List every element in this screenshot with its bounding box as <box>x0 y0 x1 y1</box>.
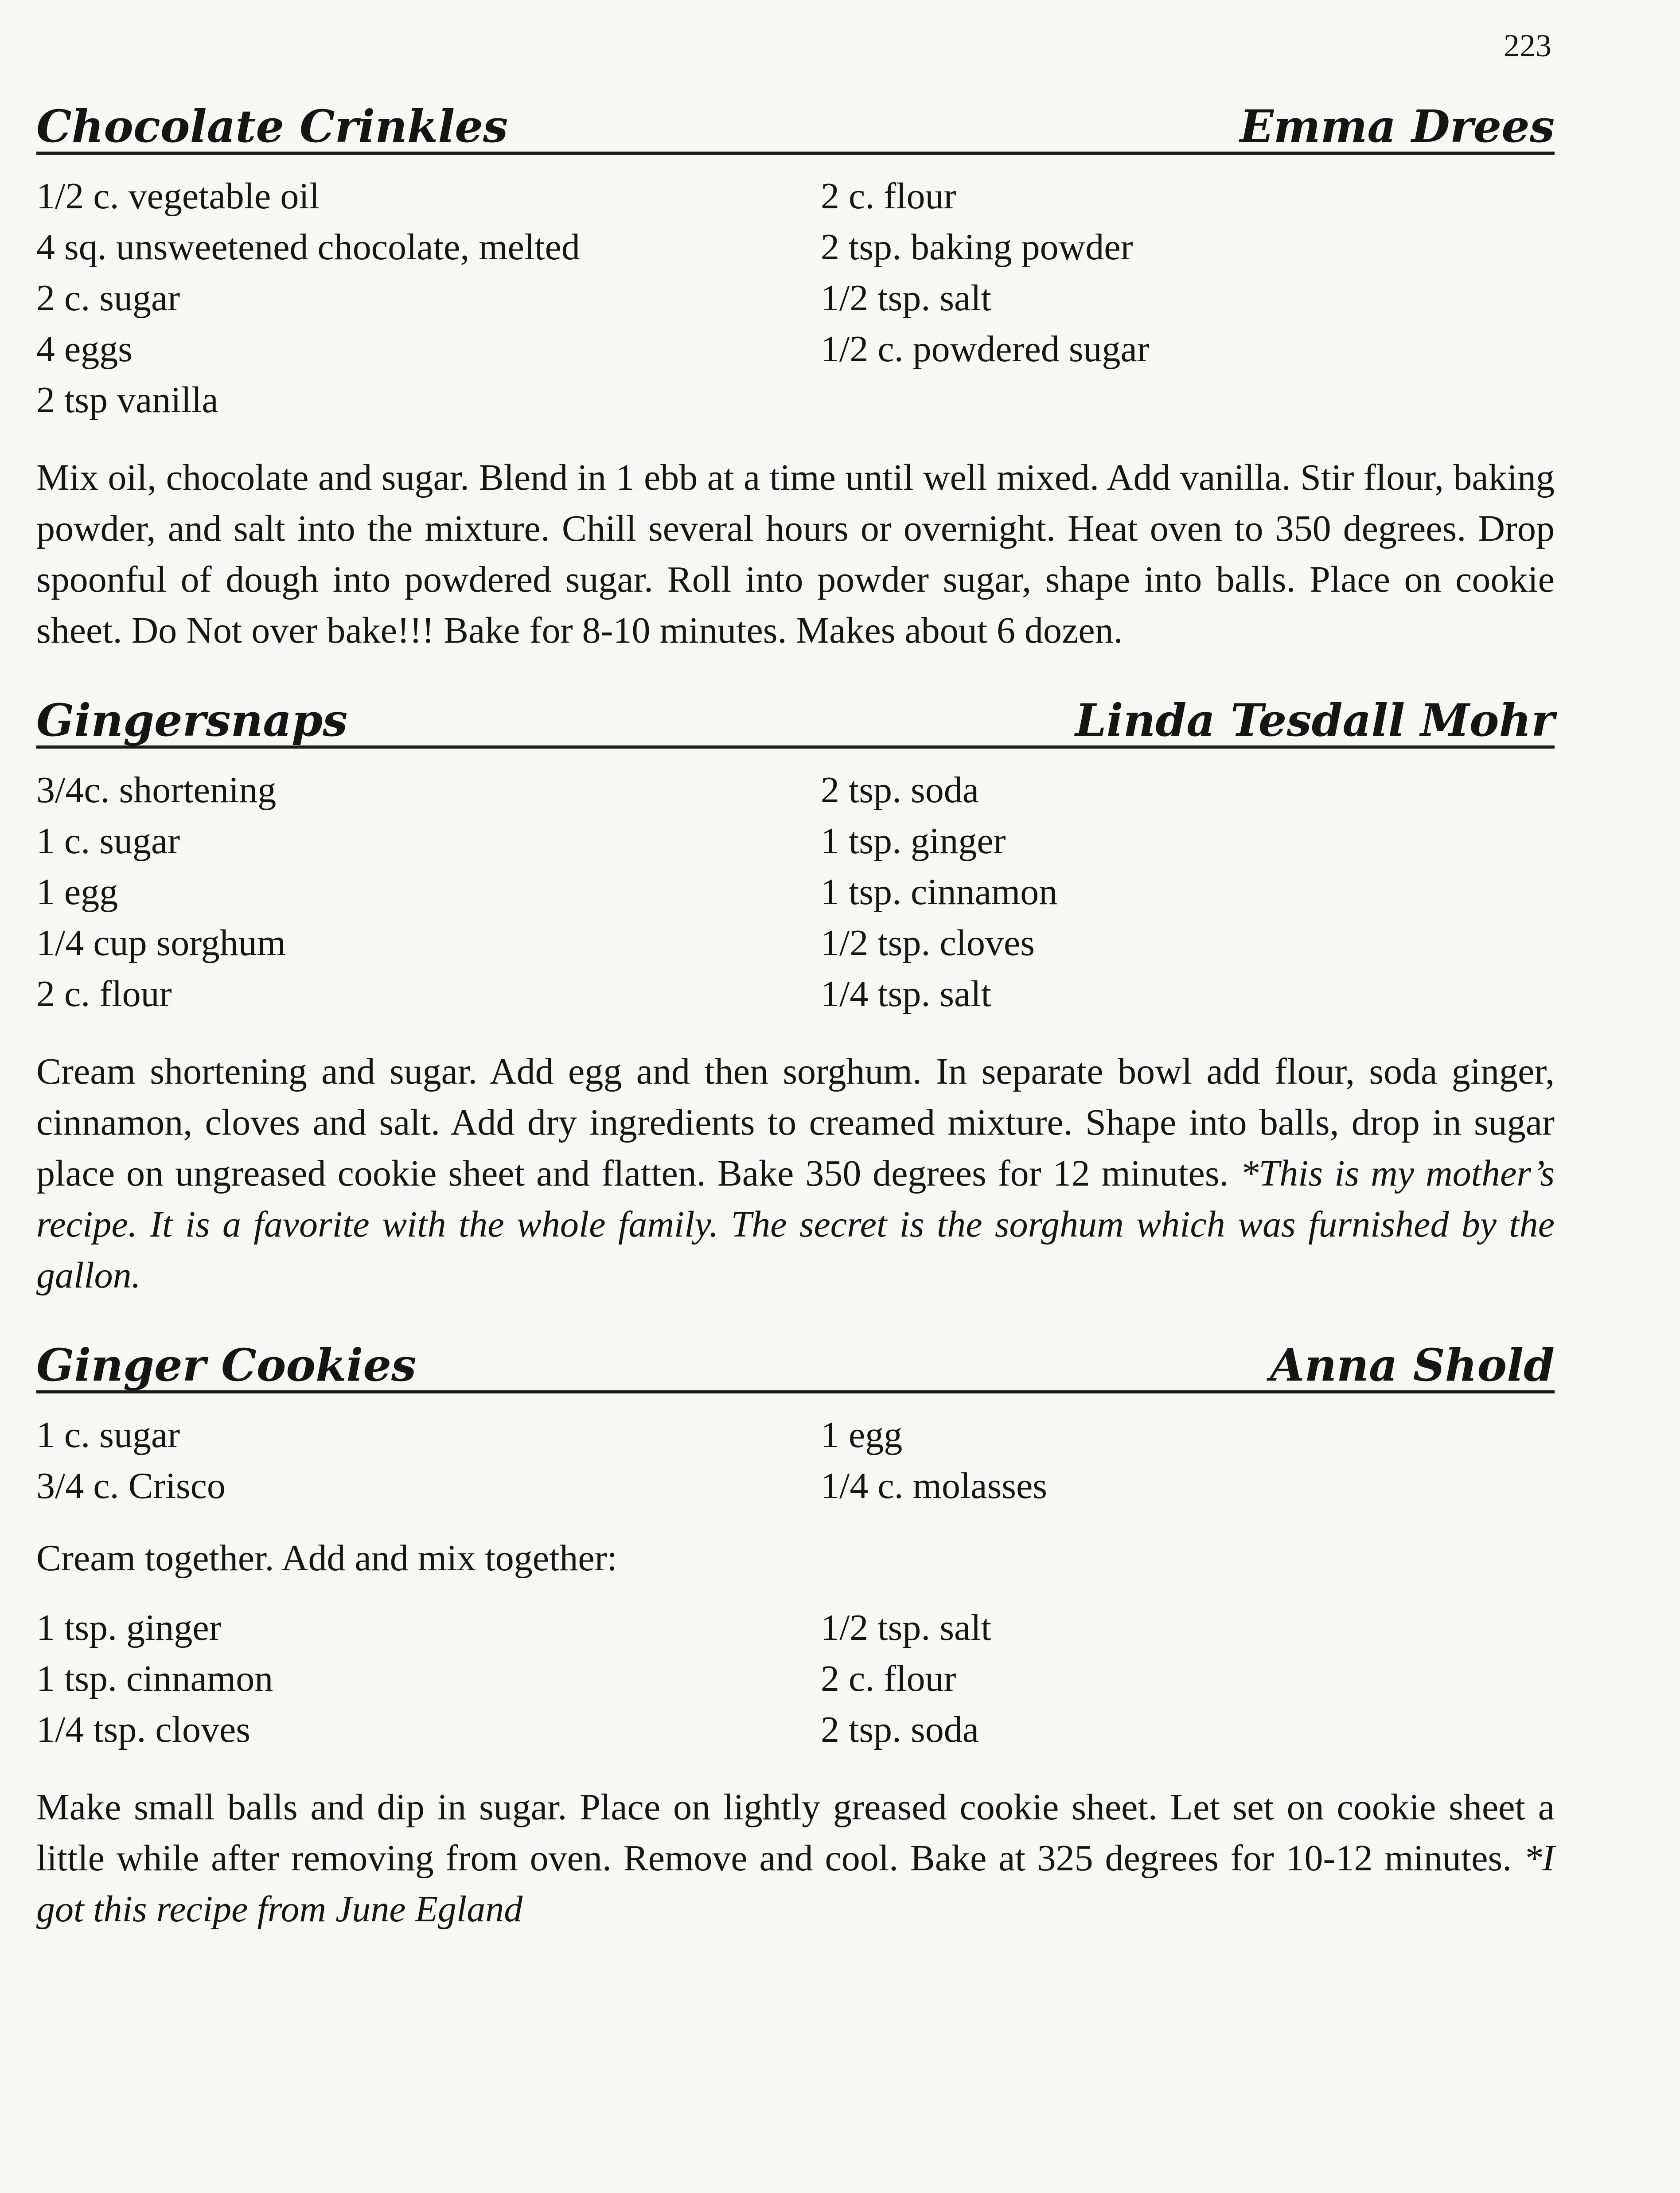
ingredient: 3/4c. shortening <box>36 769 277 811</box>
ingredient: 2 tsp vanilla <box>36 379 218 421</box>
recipe-title: Gingersnaps <box>36 694 348 746</box>
ingredient: 1/2 tsp. salt <box>821 1607 992 1648</box>
recipe-method <box>36 452 1555 656</box>
ingredient: 4 eggs <box>36 328 133 370</box>
page-content <box>36 84 1555 1957</box>
ingredient-column-right <box>821 171 1555 425</box>
recipe-method <box>36 1046 1555 1301</box>
ingredient: 1 tsp. ginger <box>821 820 1006 862</box>
method-text: Make small balls and dip in sugar. Place on lightly greased cookie sheet. Let set on cookie sheet a little while after removing from oven. Remove and cool. Bake at 325 degrees for 10-12 minutes. <box>36 1787 1555 1879</box>
ingredient: 2 c. flour <box>36 973 172 1015</box>
ingredient-list <box>36 171 1555 425</box>
recipe-ginger-cookies <box>36 1323 1555 1935</box>
ingredient-list <box>36 765 1555 1019</box>
ingredient: 1/2 tsp. salt <box>821 277 992 319</box>
ingredient: 1 c. sugar <box>36 1414 180 1455</box>
recipe-instruction-line: Cream together. Add and mix together: <box>36 1537 618 1579</box>
ingredient: 1/2 c. powdered sugar <box>821 328 1150 370</box>
recipe-author: Emma Drees <box>1240 100 1555 152</box>
recipe-method <box>36 1782 1555 1935</box>
ingredient-column-right <box>821 765 1555 1019</box>
ingredient: 1 tsp. cinnamon <box>36 1658 273 1699</box>
recipe-title: Chocolate Crinkles <box>36 100 508 152</box>
ingredient: 1/4 tsp. cloves <box>36 1709 250 1750</box>
ingredient: 3/4 c. Crisco <box>36 1465 226 1506</box>
ingredient: 4 sq. unsweetened chocolate, melted <box>36 226 580 268</box>
ingredient: 1/4 cup sorghum <box>36 922 286 964</box>
ingredient-column-left <box>36 171 821 425</box>
recipe-header <box>36 84 1555 155</box>
method-text: Mix oil, chocolate and sugar. Blend in 1 ebb at a time until well mixed. Add vanilla. Stir flour, baking powder, and salt into the mixture. Chill several hours or overnight. Heat oven to 350 degrees. Drop spoonful of dough into powdered sugar. Roll into powder sugar, shape into balls. Place on cookie sheet. Do Not over bake!!! Bake for 8-10 minutes. Makes about 6 dozen. <box>36 457 1555 651</box>
ingredient: 1/2 tsp. cloves <box>821 922 1035 964</box>
ingredient: 1 tsp. ginger <box>36 1607 222 1648</box>
ingredient: 2 tsp. soda <box>821 769 979 811</box>
ingredient: 1 tsp. cinnamon <box>821 871 1058 913</box>
ingredient-column-left <box>36 1409 821 1511</box>
recipe-chocolate-crinkles <box>36 84 1555 656</box>
ingredient: 2 c. sugar <box>36 277 180 319</box>
ingredient: 2 c. flour <box>821 1658 956 1699</box>
ingredient-column-right <box>821 1602 1555 1755</box>
ingredient: 1/4 tsp. salt <box>821 973 992 1015</box>
ingredient-list <box>36 1409 1555 1511</box>
recipe-author: Anna Shold <box>1270 1339 1555 1391</box>
recipe-gingersnaps <box>36 678 1555 1301</box>
ingredient: 1/4 c. molasses <box>821 1465 1047 1506</box>
ingredient: 2 tsp. soda <box>821 1709 979 1750</box>
recipe-title: Ginger Cookies <box>36 1339 417 1391</box>
ingredient: 1 egg <box>36 871 118 913</box>
ingredient: 1/2 c. vegetable oil <box>36 176 320 217</box>
recipe-note: *This is my mother’s recipe. It is a favorite with the whole family. The secret is the sorghum which was furnished by the gallon. <box>36 1153 1555 1296</box>
ingredient-column-left <box>36 1602 821 1755</box>
method-text: Cream shortening and sugar. Add egg and then sorghum. In separate bowl add flour, soda ginger, cinnamon, cloves and salt. Add dry ingredients to creamed mixture. Shape into balls, drop in sugar place on ungreased cookie sheet and flatten. Bake 350 degrees for 12 minutes. <box>36 1051 1555 1194</box>
ingredient-column-right <box>821 1409 1555 1511</box>
ingredient: 1 egg <box>821 1414 903 1455</box>
recipe-header <box>36 678 1555 749</box>
ingredient-column-left <box>36 765 821 1019</box>
ingredient: 2 tsp. baking powder <box>821 226 1133 268</box>
ingredient-list-second <box>36 1602 1555 1755</box>
ingredient: 1 c. sugar <box>36 820 180 862</box>
page-number: 223 <box>1504 28 1551 63</box>
recipe-note: *I got this recipe from June Egland <box>36 1838 1555 1930</box>
ingredient: 2 c. flour <box>821 176 956 217</box>
recipe-header <box>36 1323 1555 1393</box>
recipe-author: Linda Tesdall Mohr <box>1075 694 1555 746</box>
